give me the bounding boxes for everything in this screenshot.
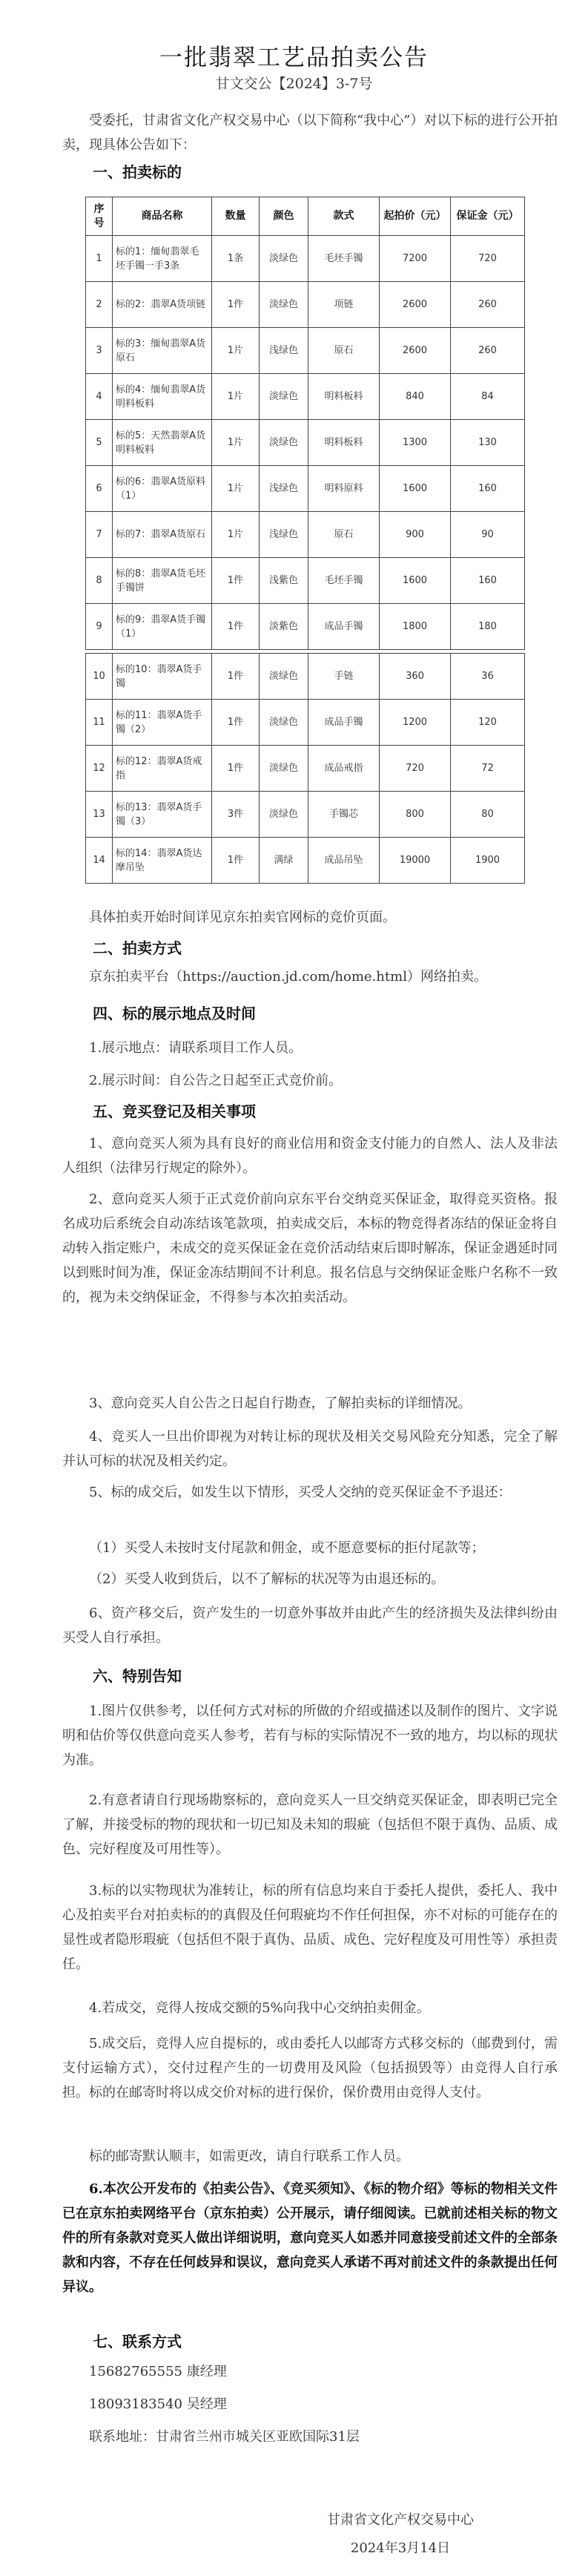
- cell-item-name: 标的12：翡翠A货戒指: [113, 746, 212, 792]
- cell-style: 成品手镯: [308, 604, 380, 650]
- cell-deposit: 120: [451, 700, 525, 746]
- header-deposit: 保证金（元）: [451, 197, 525, 236]
- table-row: [86, 236, 525, 282]
- cell-item-name: 标的5：天然翡翠A货明料板料: [113, 420, 212, 466]
- notice-item-1: 1.图片仅供参考，以任何方式对标的所做的介绍或描述以及制作的图片、文字说明和估价等仅供意向竞买人参考，若有与标的实际情况不一致的地方，均以标的现状为准。: [62, 1703, 558, 1768]
- cell-start-price: 800: [380, 792, 451, 838]
- cell-item-name: 标的11：翡翠A货手镯（2）: [113, 700, 212, 746]
- registration-item-5b: （2）买受人收到货后，以不了解标的状况等为由退还标的。: [89, 1571, 445, 1587]
- cell-color: 淡绿色: [260, 654, 308, 700]
- cell-deposit: 1900: [451, 838, 525, 884]
- cell-color: 浅紫色: [260, 558, 308, 604]
- cell-color: 淡紫色: [260, 604, 308, 650]
- cell-start-price: 2600: [380, 328, 451, 374]
- cell-quantity: 1片: [212, 466, 260, 512]
- table-row: [86, 792, 525, 838]
- table-row: [86, 374, 525, 420]
- table-row: [86, 746, 525, 792]
- cell-color: 浅绿色: [260, 328, 308, 374]
- notice-item-4: 4.若成交，竞得人按成交额的5%向我中心交纳拍卖佣金。: [89, 2000, 430, 2016]
- cell-quantity: 1片: [212, 512, 260, 558]
- cell-item-name: 标的6：翡翠A货原料（1）: [113, 466, 212, 512]
- cell-style: 手镯芯: [308, 792, 380, 838]
- cell-item-name: 标的8：翡翠A货毛坯手镯饼: [113, 558, 212, 604]
- section-heading-registration: 五、竞买登记及相关事项: [93, 1103, 256, 1120]
- cell-color: 淡绿色: [260, 700, 308, 746]
- header-quantity: 数量: [212, 197, 260, 236]
- header-index: 序号: [86, 197, 113, 236]
- cell-deposit: 36: [451, 654, 525, 700]
- cell-start-price: 1300: [380, 420, 451, 466]
- cell-deposit: 72: [451, 746, 525, 792]
- cell-item-name: 标的13：翡翠A货手镯（3）: [113, 792, 212, 838]
- cell-deposit: 180: [451, 604, 525, 650]
- registration-item-3: 3、意向竞买人自公告之日起自行勘查，了解拍卖标的详细情况。: [89, 1396, 472, 1411]
- intro-paragraph: 受委托，甘肃省文化产权交易中心（以下简称“我中心”）对以下标的进行公开拍卖，现具体公告如下：: [62, 113, 558, 153]
- notice-item-2: 2.有意者请自行现场勘察标的，意向竞买人一旦交纳竞买保证金，即表明已完全了解，并接受标的物的现状和一切已知及未知的瑕疵（包括但不限于真伪、品质、成色、完好程度及可用性等）。: [62, 1793, 558, 1857]
- cell-color: 淡绿色: [260, 746, 308, 792]
- cell-quantity: 1片: [212, 374, 260, 420]
- cell-deposit: 90: [451, 512, 525, 558]
- cell-color: 淡绿色: [260, 282, 308, 328]
- cell-index: 8: [86, 558, 113, 604]
- table-row: [86, 328, 525, 374]
- notice-item-6: 6.本次公开发布的《拍卖公告》、《竞买须知》、《标的物介绍》等标的物相关文件已在京东拍卖网络平台（京东拍卖）公开展示，请仔细阅读。已就前述相关标的物文件的所有条款对竞买人做出详细说明，意向竞买人如悉并同意接受前述文件的全部条款和内容，不存在任何歧异和误议，意向竞买人承诺不再对前述文件的条款提出任何异议。: [62, 2181, 558, 2295]
- table-row: [86, 420, 525, 466]
- cell-quantity: 1片: [212, 328, 260, 374]
- cell-index: 3: [86, 328, 113, 374]
- cell-color: 浅绿色: [260, 512, 308, 558]
- cell-index: 9: [86, 604, 113, 650]
- signature-date: 2024年3月14日: [350, 2540, 451, 2556]
- cell-color: 浅绿色: [260, 466, 308, 512]
- cell-style: 毛坯手镯: [308, 558, 380, 604]
- cell-quantity: 1件: [212, 838, 260, 884]
- notice-item-5: 5.成交后，竞得人应自提标的，或由委托人以邮寄方式移交标的（邮费到付，需支付运输方式），交付过程产生的一切费用及风险（包括损毁等）由竞得人自行承担。标的在邮寄时将以成交价对标的进行保价，保价费用由竞得人支付。: [62, 2036, 558, 2100]
- header-style: 款式: [308, 197, 380, 236]
- table-row: [86, 512, 525, 558]
- cell-quantity: 1件: [212, 654, 260, 700]
- table-row: [86, 604, 525, 650]
- contact-phone-2: 18093183540 吴经理: [89, 2396, 227, 2412]
- display-time: 2.展示时间：自公告之日起至正式竞价前。: [89, 1073, 343, 1088]
- cell-color: 淡绿色: [260, 792, 308, 838]
- cell-start-price: 360: [380, 654, 451, 700]
- cell-quantity: 1件: [212, 746, 260, 792]
- cell-index: 14: [86, 838, 113, 884]
- auction-method-text: 京东拍卖平台（https://auction.jd.com/home.html）网络拍卖。: [89, 969, 487, 985]
- cell-start-price: 840: [380, 374, 451, 420]
- registration-item-1: 1、意向竞买人须为具有良好的商业信用和资金支付能力的自然人、法人及非法人组织（法律另行规定的除外）。: [62, 1136, 558, 1176]
- cell-index: 5: [86, 420, 113, 466]
- cell-quantity: 1条: [212, 236, 260, 282]
- registration-item-5: 5、标的成交后，如发生以下情形，买受人交纳的竞买保证金不予退还：: [89, 1485, 512, 1500]
- cell-index: 12: [86, 746, 113, 792]
- cell-color: 淡绿色: [260, 420, 308, 466]
- cell-index: 4: [86, 374, 113, 420]
- cell-item-name: 标的10：翡翠A货手镯: [113, 654, 212, 700]
- table-row: [86, 466, 525, 512]
- cell-deposit: 160: [451, 466, 525, 512]
- cell-item-name: 标的7：翡翠A货原石: [113, 512, 212, 558]
- section-heading-contacts: 七、联系方式: [93, 2333, 182, 2350]
- cell-start-price: 19000: [380, 838, 451, 884]
- cell-style: 成品戒指: [308, 746, 380, 792]
- registration-item-2: 2、意向竞买人须于正式竞价前向京东平台交纳竞买保证金，取得竞买资格。报名成功后系统会自动冻结该笔款项，拍卖成交后，本标的物竞得者冻结的保证金将自动转入指定账户，未成交的竞买保证金在竞价活动结束后即时解冻，保证金遇延时同以到账时间为准，保证金冻结期间不计利息。报名信息与交纳保证金账户名称不一致的，视为未交纳保证金，不得参与本次拍卖活动。: [62, 1192, 558, 1305]
- cell-item-name: 标的2：翡翠A货项链: [113, 282, 212, 328]
- cell-deposit: 720: [451, 236, 525, 282]
- cell-deposit: 160: [451, 558, 525, 604]
- page-title: 一批翡翠工艺品拍卖公告: [159, 45, 429, 71]
- header-start-price: 起拍价（元）: [380, 197, 451, 236]
- cell-quantity: 1件: [212, 558, 260, 604]
- cell-style: 毛坯手镯: [308, 236, 380, 282]
- cell-item-name: 标的3：缅甸翡翠A货原石: [113, 328, 212, 374]
- notice-item-3: 3.标的以实物现状为准转让，标的所有信息均来自于委托人提供，委托人、我中心及拍卖平台对拍卖标的的真假及任何瑕疵均不作任何担保，亦不对标的可能存在的显性或者隐形瑕疵（包括但不限于真伪、品质、成色、完好程度及可用性等）承担责任。: [62, 1883, 558, 1972]
- cell-start-price: 720: [380, 746, 451, 792]
- section-heading-special-notice: 六、特别告知: [93, 1667, 182, 1685]
- cell-item-name: 标的1：缅甸翡翠毛坯手镯一手3条: [113, 236, 212, 282]
- section-heading-auction-method: 二、拍卖方式: [93, 939, 182, 957]
- cell-color: 淡绿色: [260, 236, 308, 282]
- cell-quantity: 1件: [212, 282, 260, 328]
- cell-style: 原石: [308, 512, 380, 558]
- cell-start-price: 1600: [380, 558, 451, 604]
- contact-phone-1: 15682765555 康经理: [89, 2364, 227, 2379]
- cell-style: 成品手镯: [308, 700, 380, 746]
- section-heading-auction-items: 一、拍卖标的: [93, 163, 182, 181]
- registration-item-4: 4、竞买人一旦出价即视为对转让标的现状及相关交易风险充分知悉，完全了解并认可标的状况及相关约定。: [62, 1429, 558, 1469]
- cell-style: 明料原料: [308, 466, 380, 512]
- cell-index: 6: [86, 466, 113, 512]
- cell-index: 7: [86, 512, 113, 558]
- cell-deposit: 260: [451, 282, 525, 328]
- cell-index: 13: [86, 792, 113, 838]
- cell-start-price: 1800: [380, 604, 451, 650]
- section-heading-display: 四、标的展示地点及时间: [93, 1005, 256, 1022]
- cell-start-price: 900: [380, 512, 451, 558]
- cell-deposit: 84: [451, 374, 525, 420]
- auction-items-table-continued: [85, 653, 525, 884]
- contact-address: 联系地址：甘肃省兰州市城关区亚欧国际31层: [89, 2429, 360, 2445]
- cell-style: 原石: [308, 328, 380, 374]
- cell-color: 淡绿色: [260, 374, 308, 420]
- table-row: [86, 654, 525, 700]
- cell-start-price: 2600: [380, 282, 451, 328]
- cell-index: 2: [86, 282, 113, 328]
- cell-style: 手链: [308, 654, 380, 700]
- cell-index: 11: [86, 700, 113, 746]
- table-row: [86, 838, 525, 884]
- cell-style: 明料板料: [308, 420, 380, 466]
- cell-item-name: 标的14：翡翠A货达摩吊坠: [113, 838, 212, 884]
- cell-item-name: 标的4：缅甸翡翠A货明料板料: [113, 374, 212, 420]
- signature-organization: 甘肃省文化产权交易中心: [327, 2512, 474, 2528]
- display-location: 1.展示地点：请联系项目工作人员。: [89, 1040, 303, 1056]
- cell-start-price: 1600: [380, 466, 451, 512]
- cell-deposit: 260: [451, 328, 525, 374]
- document-number: 甘文交公【2024】3-7号: [215, 76, 373, 92]
- table-row: [86, 282, 525, 328]
- cell-style: 成品吊坠: [308, 838, 380, 884]
- cell-deposit: 130: [451, 420, 525, 466]
- cell-style: 项链: [308, 282, 380, 328]
- cell-color: 满绿: [260, 838, 308, 884]
- cell-start-price: 1200: [380, 700, 451, 746]
- header-color: 颜色: [260, 197, 308, 236]
- cell-deposit: 80: [451, 792, 525, 838]
- auction-items-table: [85, 197, 525, 650]
- cell-start-price: 7200: [380, 236, 451, 282]
- notice-item-5b: 标的邮寄默认顺丰，如需更改，请自行联系工作人员。: [89, 2149, 409, 2164]
- cell-quantity: 1件: [212, 700, 260, 746]
- table-row: [86, 558, 525, 604]
- cell-quantity: 1片: [212, 420, 260, 466]
- auction-time-note: 具体拍卖开始时间详见京东拍卖官网标的竞价页面。: [89, 910, 396, 925]
- cell-item-name: 标的9：翡翠A货手镯（1）: [113, 604, 212, 650]
- registration-item-5a: （1）买受人未按时支付尾款和佣金，或不愿意要标的拒付尾款等；: [89, 1540, 485, 1556]
- cell-index: 10: [86, 654, 113, 700]
- cell-quantity: 1件: [212, 604, 260, 650]
- cell-index: 1: [86, 236, 113, 282]
- table-header-row: [86, 197, 525, 236]
- header-name: 商品名称: [113, 197, 212, 236]
- registration-item-6: 6、资产移交后，资产发生的一切意外事故并由此产生的经济损失及法律纠纷由买受人自行承担。: [62, 1606, 558, 1646]
- cell-style: 明料板料: [308, 374, 380, 420]
- cell-quantity: 3件: [212, 792, 260, 838]
- table-row: [86, 700, 525, 746]
